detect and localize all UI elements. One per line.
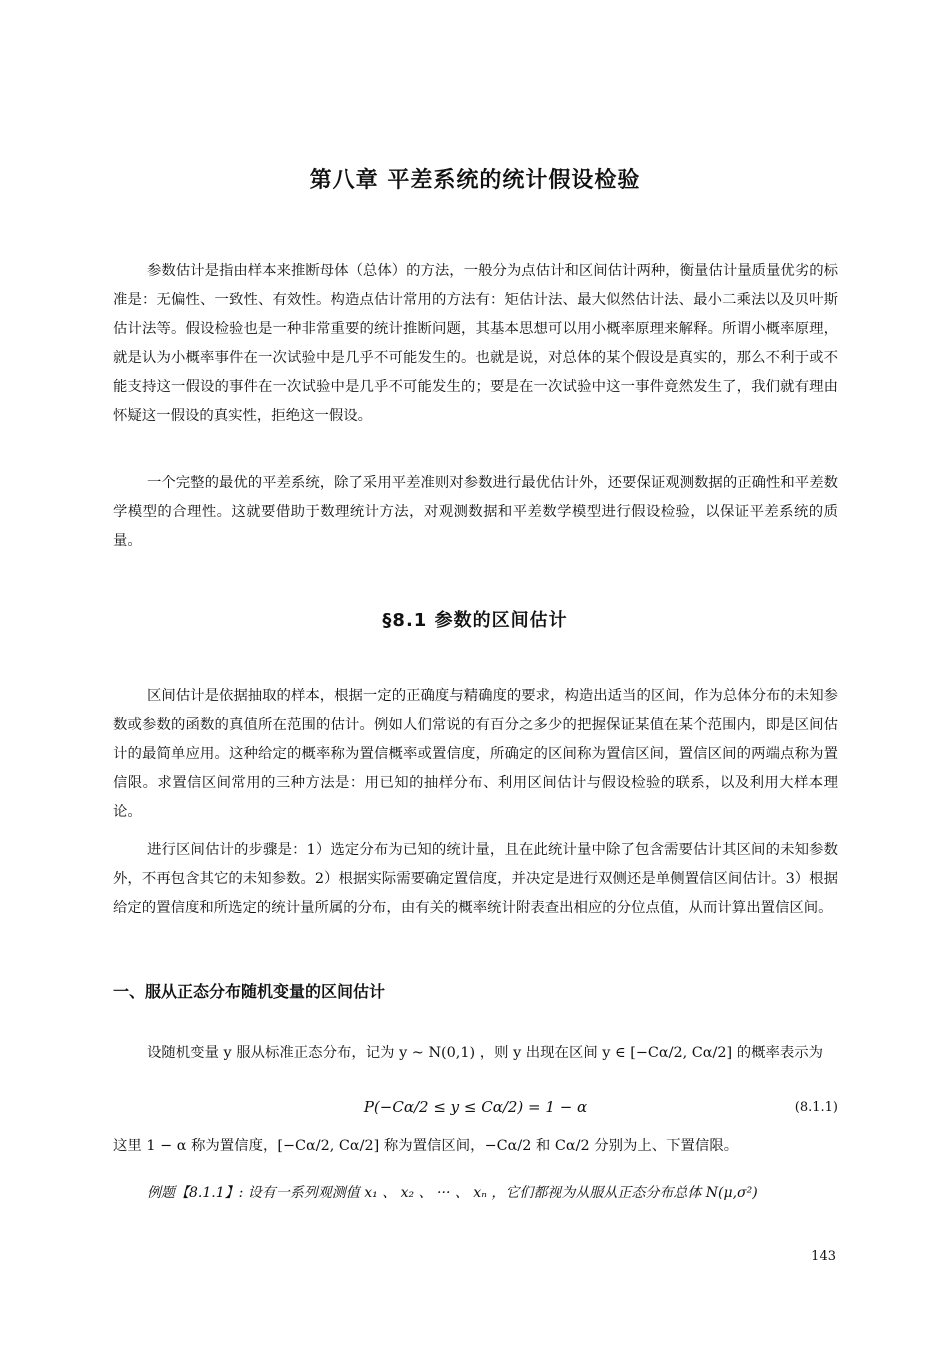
equation-block (113, 1098, 838, 1126)
section-paragraph-1: 区间估计是依据抽取的样本，根据一定的正确度与精确度的要求，构造出适当的区间，作为总体分布的未知参数或参数的函数的真值所在范围的估计。例如人们常说的有百分之多少的把握保证某值在某个范围内，即是区间估计的最简单应用。这种给定的概率称为置信概率或置信度，所确定的区间称为置信区间，置信区间的两端点称为置信限。求置信区间常用的三种方法是：用已知的抽样分布、利用区间估计与假设检验的联系，以及利用大样本理论。 (113, 688, 838, 820)
example-text: 例题【8.1.1】: 设有一系列观测值 x₁ 、 x₂ 、 ··· 、 xₙ ，它们都视为从服从正态分布总体 N(μ,σ²) (147, 1185, 758, 1201)
intro-paragraph-2: 一个完整的最优的平差系统，除了采用平差准则对参数进行最优估计外，还要保证观测数据的正确性和平差数学模型的合理性。这就要借助于数理统计方法，对观测数据和平差数学模型进行假设检验，以保证平差系统的质量。 (113, 475, 838, 549)
equation-number: (8.1.1) (794, 1100, 838, 1115)
equation-explanation: 这里 1 − α 称为置信度，[−Cα/2, Cα/2] 称为置信区间，−Cα/2 和 Cα/2 分别为上、下置信限。 (113, 1138, 739, 1154)
equation: P(−Cα/2 ≤ y ≤ Cα/2) = 1 − α (363, 1098, 588, 1116)
chapter-title: 第八章 平差系统的统计假设检验 (309, 168, 641, 193)
section-title: §8.1 参数的区间估计 (382, 610, 568, 631)
section-paragraph-2: 进行区间估计的步骤是：1）选定分布为已知的统计量，且在此统计量中除了包含需要估计其区间的未知参数外，不再包含其它的未知参数。2）根据实际需要确定置信度，并决定是进行双侧还是单侧置信区间估计。3）根据给定的置信度和所选定的统计量所属的分布，由有关的概率统计附表查出相应的分位点值，从而计算出置信区间。 (113, 842, 838, 916)
subsection-paragraph: 设随机变量 y 服从标准正态分布，记为 y ~ N(0,1) ，则 y 出现在区间 y ∈ [−Cα/2, Cα/2] 的概率表示为 (147, 1045, 824, 1061)
subsection-heading: 一、服从正态分布随机变量的区间估计 (113, 982, 386, 1001)
page-number: 143 (811, 1249, 836, 1264)
intro-paragraph-1: 参数估计是指由样本来推断母体（总体）的方法，一般分为点估计和区间估计两种，衡量估计量质量优劣的标准是：无偏性、一致性、有效性。构造点估计常用的方法有：矩估计法、最大似然估计法、最小二乘法以及贝叶斯估计法等。假设检验也是一种非常重要的统计推断问题，其基本思想可以用小概率原理来解释。所谓小概率原理，就是认为小概率事件在一次试验中是几乎不可能发生的。也就是说，对总体的某个假设是真实的，那么不利于或不能支持这一假设的事件在一次试验中是几乎不可能发生的；要是在一次试验中这一事件竟然发生了，我们就有理由怀疑这一假设的真实性，拒绝这一假设。 (113, 263, 838, 424)
